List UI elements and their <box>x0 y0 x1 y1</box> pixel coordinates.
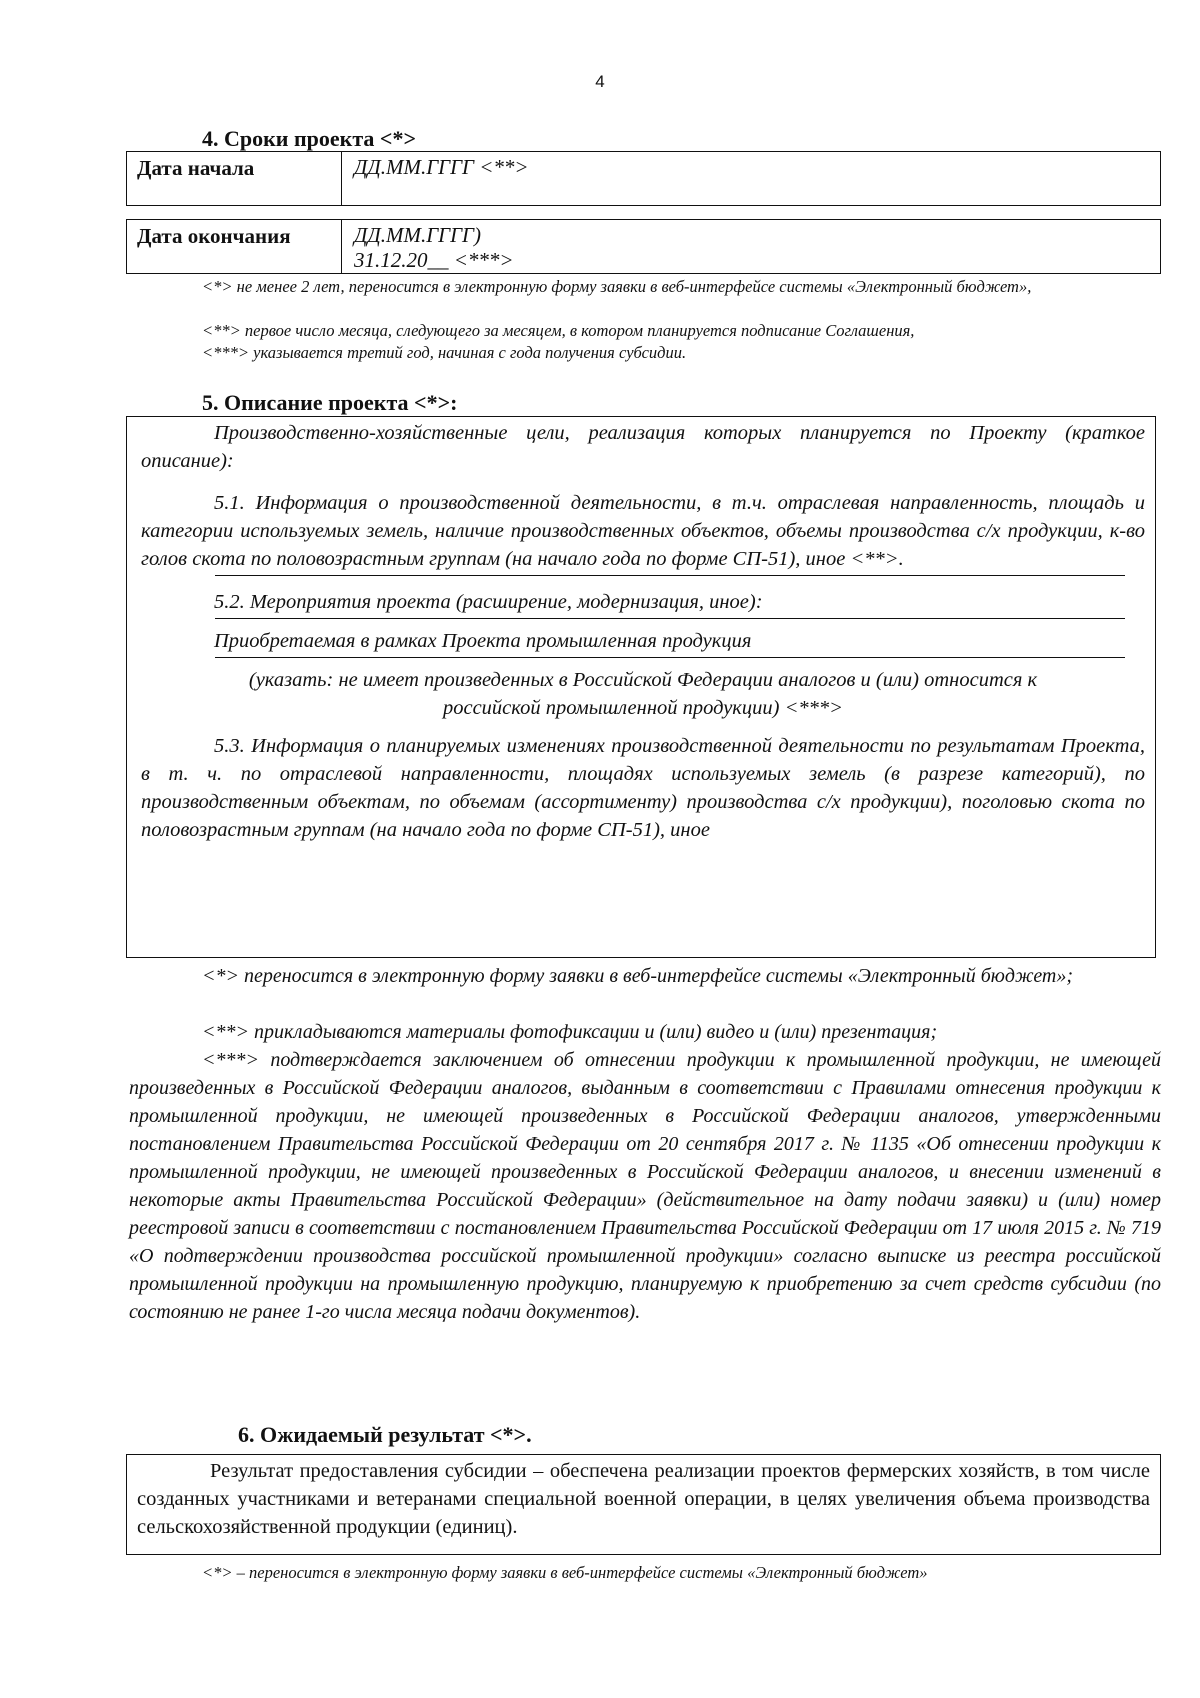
fill-line <box>215 657 1125 658</box>
end-date-label: Дата окончания <box>127 220 342 273</box>
purchased-products: Приобретаемая в рамках Проекта промышленная продукция <box>214 630 752 652</box>
section-5-title: 5. Описание проекта <*>: <box>202 390 458 415</box>
footnote-5-1: <*> переносится в электронную форму заявки в веб-интерфейсе системы «Электронный бюджет»; <box>202 965 1074 987</box>
end-date-table <box>126 219 1161 274</box>
footnote-5-3: <***> подтверждается заключением об отнесении продукции к промышленной продукции, не имеющей произведенных в Российской Федерации аналогов, выданным в соответствии с Правилами отнесения продукции к промышленной продукции, не имеющей произведенных в Российской Федерации аналогов, утвержденными постановлением Правительства Российской Федерации от 20 сентября 2017 г. № 1135 «Об отнесении продукции к промышленной продукции, не имеющей произведенных в Российской Федерации аналогов, и внесении изменений в некоторые акты Правительства Российской Федерации» (действительное на дату подачи заявки) и (или) номер реестровой записи в соответствии с постановлением Правительства Российской Федерации от 17 июля 2015 г. № 719 «О подтверждении производства российской промышленной продукции» согласно выписке из реестра российской промышленной продукции на промышленную продукцию, планируемую к приобретению за счет средств субсидии (по состоянию не ранее 1-го числа месяца подачи документов). <box>129 1049 1161 1323</box>
project-goals: Производственно-хозяйственные цели, реализация которых планируется по Проекту (краткое описание): <box>141 422 1145 472</box>
section-4-title: 4. Сроки проекта <*> <box>202 126 416 151</box>
project-description-box <box>126 416 1156 958</box>
end-date-example: 31.12.20__ <***> <box>354 248 514 272</box>
fill-line <box>215 575 1125 576</box>
footnote-6: <*> – переносится в электронную форму заявки в веб-интерфейсе системы «Электронный бюджет» <box>202 1563 928 1582</box>
paragraph-5-3: 5.3. Информация о планируемых изменениях производственной деятельности по результатам Проекта, в т. ч. по отраслевой направленности, площадях используемых земель (в разрезе категорий), по производственным объектам, по объемам (ассортименту) производства с/х продукции), поголовью скота по половозрастным группам (на начало года по форме СП-51), иное <box>141 735 1145 841</box>
expected-result-text: Результат предоставления субсидии – обеспечена реализации проектов фермерских хозяйств, в том числе созданных участниками и ветеранами специальной военной операции, в целях увеличения объема производства сельскохозяйственной продукции (единиц). <box>137 1460 1150 1538</box>
footnote-4-3: <***> указывается третий год, начиная с года получения субсидии. <box>202 343 687 362</box>
start-date-value: ДД.ММ.ГГГГ <**> <box>354 155 529 179</box>
products-note: (указать: не имеет произведенных в Российской Федерации аналогов и (или) относится к российской промышленной продукции) <***> <box>248 669 1038 719</box>
footnote-5-2: <**> прикладываются материалы фотофиксации и (или) видео и (или) презентация; <box>202 1021 938 1043</box>
end-date-format: ДД.ММ.ГГГГ) <box>354 223 481 247</box>
end-date-value <box>342 220 1160 273</box>
page-number: 4 <box>595 72 605 91</box>
fill-line <box>215 618 1125 619</box>
expected-result-box <box>126 1454 1161 1555</box>
footnote-4-2: <**> первое число месяца, следующего за месяцем, в котором планируется подписание Соглашения, <box>202 321 915 340</box>
start-date-table <box>126 151 1161 206</box>
paragraph-5-1: 5.1. Информация о производственной деятельности, в т.ч. отраслевая направленность, площадь и категории используемых земель, наличие производственных объектов, объемы производства с/х продукции, к-во голов скота по половозрастным группам (на начало года по форме СП-51), иное <**>. <box>141 492 1145 570</box>
section-6-title: 6. Ожидаемый результат <*>. <box>238 1422 532 1447</box>
paragraph-5-2: 5.2. Мероприятия проекта (расширение, модернизация, иное): <box>214 591 763 613</box>
footnote-4-1: <*> не менее 2 лет, переносится в электронную форму заявки в веб-интерфейсе системы «Электронный бюджет», <box>202 277 1032 296</box>
start-date-label: Дата начала <box>127 152 342 205</box>
